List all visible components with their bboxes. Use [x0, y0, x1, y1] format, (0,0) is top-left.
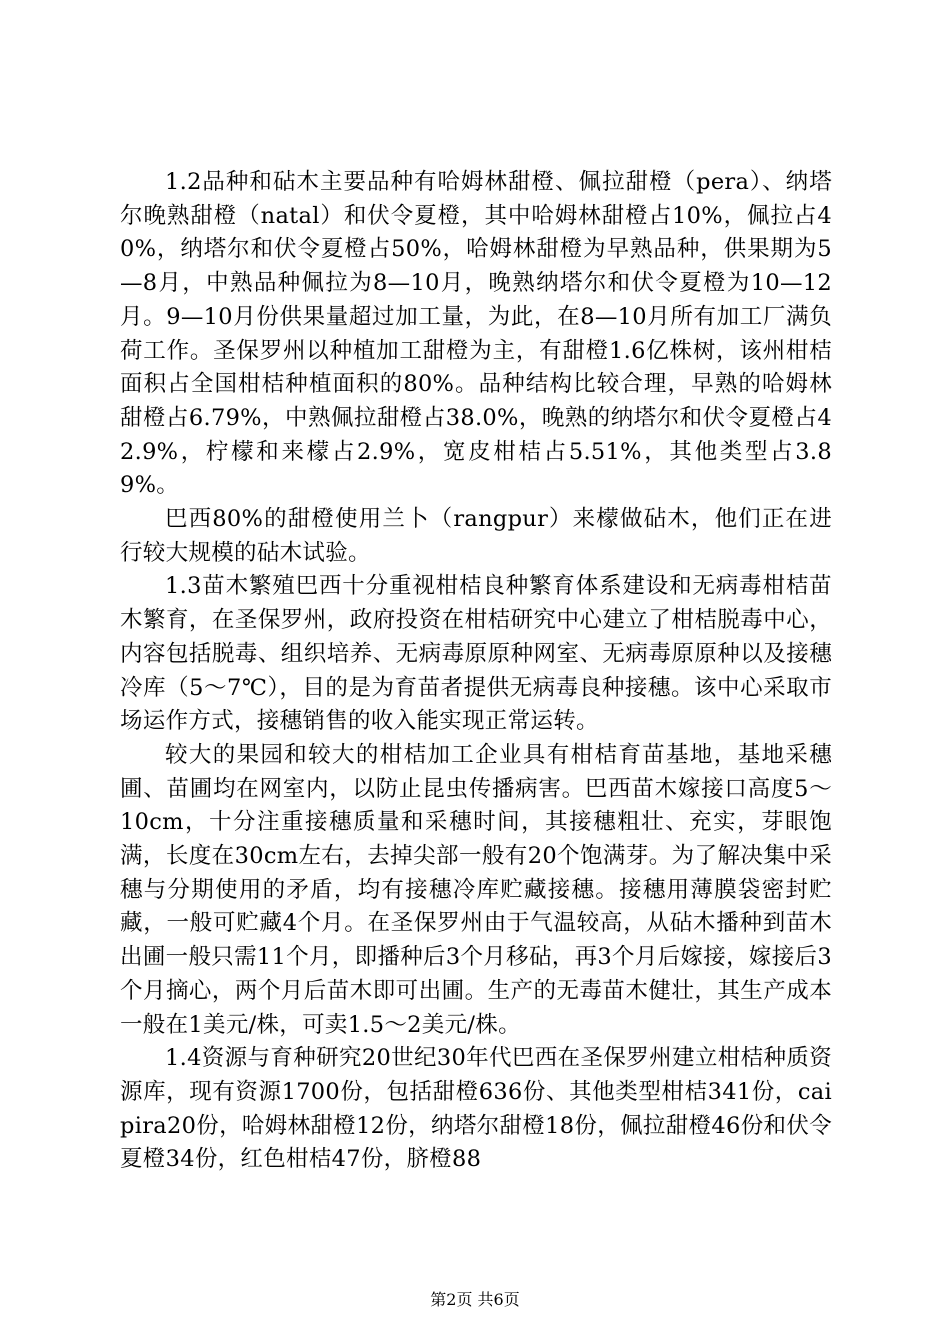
paragraph-rootstock-trial: 巴西80%的甜橙使用兰卜（rangpur）来檬做砧木，他们正在进行较大规模的砧木试验。 [120, 506, 832, 566]
paragraph-nursery-propagation: 1.3苗木繁殖巴西十分重视柑桔良种繁育体系建设和无病毒柑桔苗木繁育，在圣保罗州，政府投资在柑桔研究中心建立了柑桔脱毒中心，内容包括脱毒、组织培养、无病毒原原种网室、无病毒原原种以及接穗冷库（5～7℃），目的是为育苗者提供无病毒良种接穗。该中心采取市场运作方式，接穗销售的收入能实现正常运转。 [120, 573, 832, 735]
paragraph-resources-breeding: 1.4资源与育种研究20世纪30年代巴西在圣保罗州建立柑桔种质资源库，现有资源1700份，包括甜橙636份、其他类型柑桔341份，caipira20份，哈姆林甜橙12份，纳塔尔甜橙18份，佩拉甜橙46份和伏令夏橙34份，红色柑桔47份，脐橙88 [120, 1045, 832, 1173]
paragraph-varieties-rootstock: 1.2品种和砧木主要品种有哈姆林甜橙、佩拉甜橙（pera）、纳塔尔晚熟甜橙（natal）和伏令夏橙，其中哈姆林甜橙占10%，佩拉占40%，纳塔尔和伏令夏橙占50%，哈姆林甜橙为早熟品种，供果期为5—8月，中熟品种佩拉为8—10月，晚熟纳塔尔和伏令夏橙为10—12月。9—10月份供果量超过加工量，为此，在8—10月所有加工厂满负荷工作。圣保罗州以种植加工甜橙为主，有甜橙1.6亿株树，该州柑桔面积占全国柑桔种植面积的80%。品种结构比较合理，早熟的哈姆林甜橙占6.79%，中熟佩拉甜橙占38.0%，晚熟的纳塔尔和伏令夏橙占42.9%，柠檬和来檬占2.9%，宽皮柑桔占5.51%，其他类型占3.89%。 [120, 169, 832, 499]
page-indicator: 第2页 共6页 [430, 1290, 520, 1309]
paragraph-nursery-base: 较大的果园和较大的柑桔加工企业具有柑桔育苗基地，基地采穗圃、苗圃均在网室内，以防止昆虫传播病害。巴西苗木嫁接口高度5～10cm，十分注重接穗质量和采穗时间，其接穗粗壮、充实，芽眼饱满，长度在30cm左右，去掉尖部一般有20个饱满芽。为了解决集中采穗与分期使用的矛盾，均有接穗冷库贮藏接穗。接穗用薄膜袋密封贮藏，一般可贮藏4个月。在圣保罗州由于气温较高，从砧木播种到苗木出圃一般只需11个月，即播种后3个月移砧，再3个月后嫁接，嫁接后3个月摘心，两个月后苗木即可出圃。生产的无毒苗木健壮，其生产成本一般在1美元/株，可卖1.5～2美元/株。 [120, 741, 832, 1038]
document-body [120, 166, 832, 1177]
page-footer [0, 1287, 950, 1310]
